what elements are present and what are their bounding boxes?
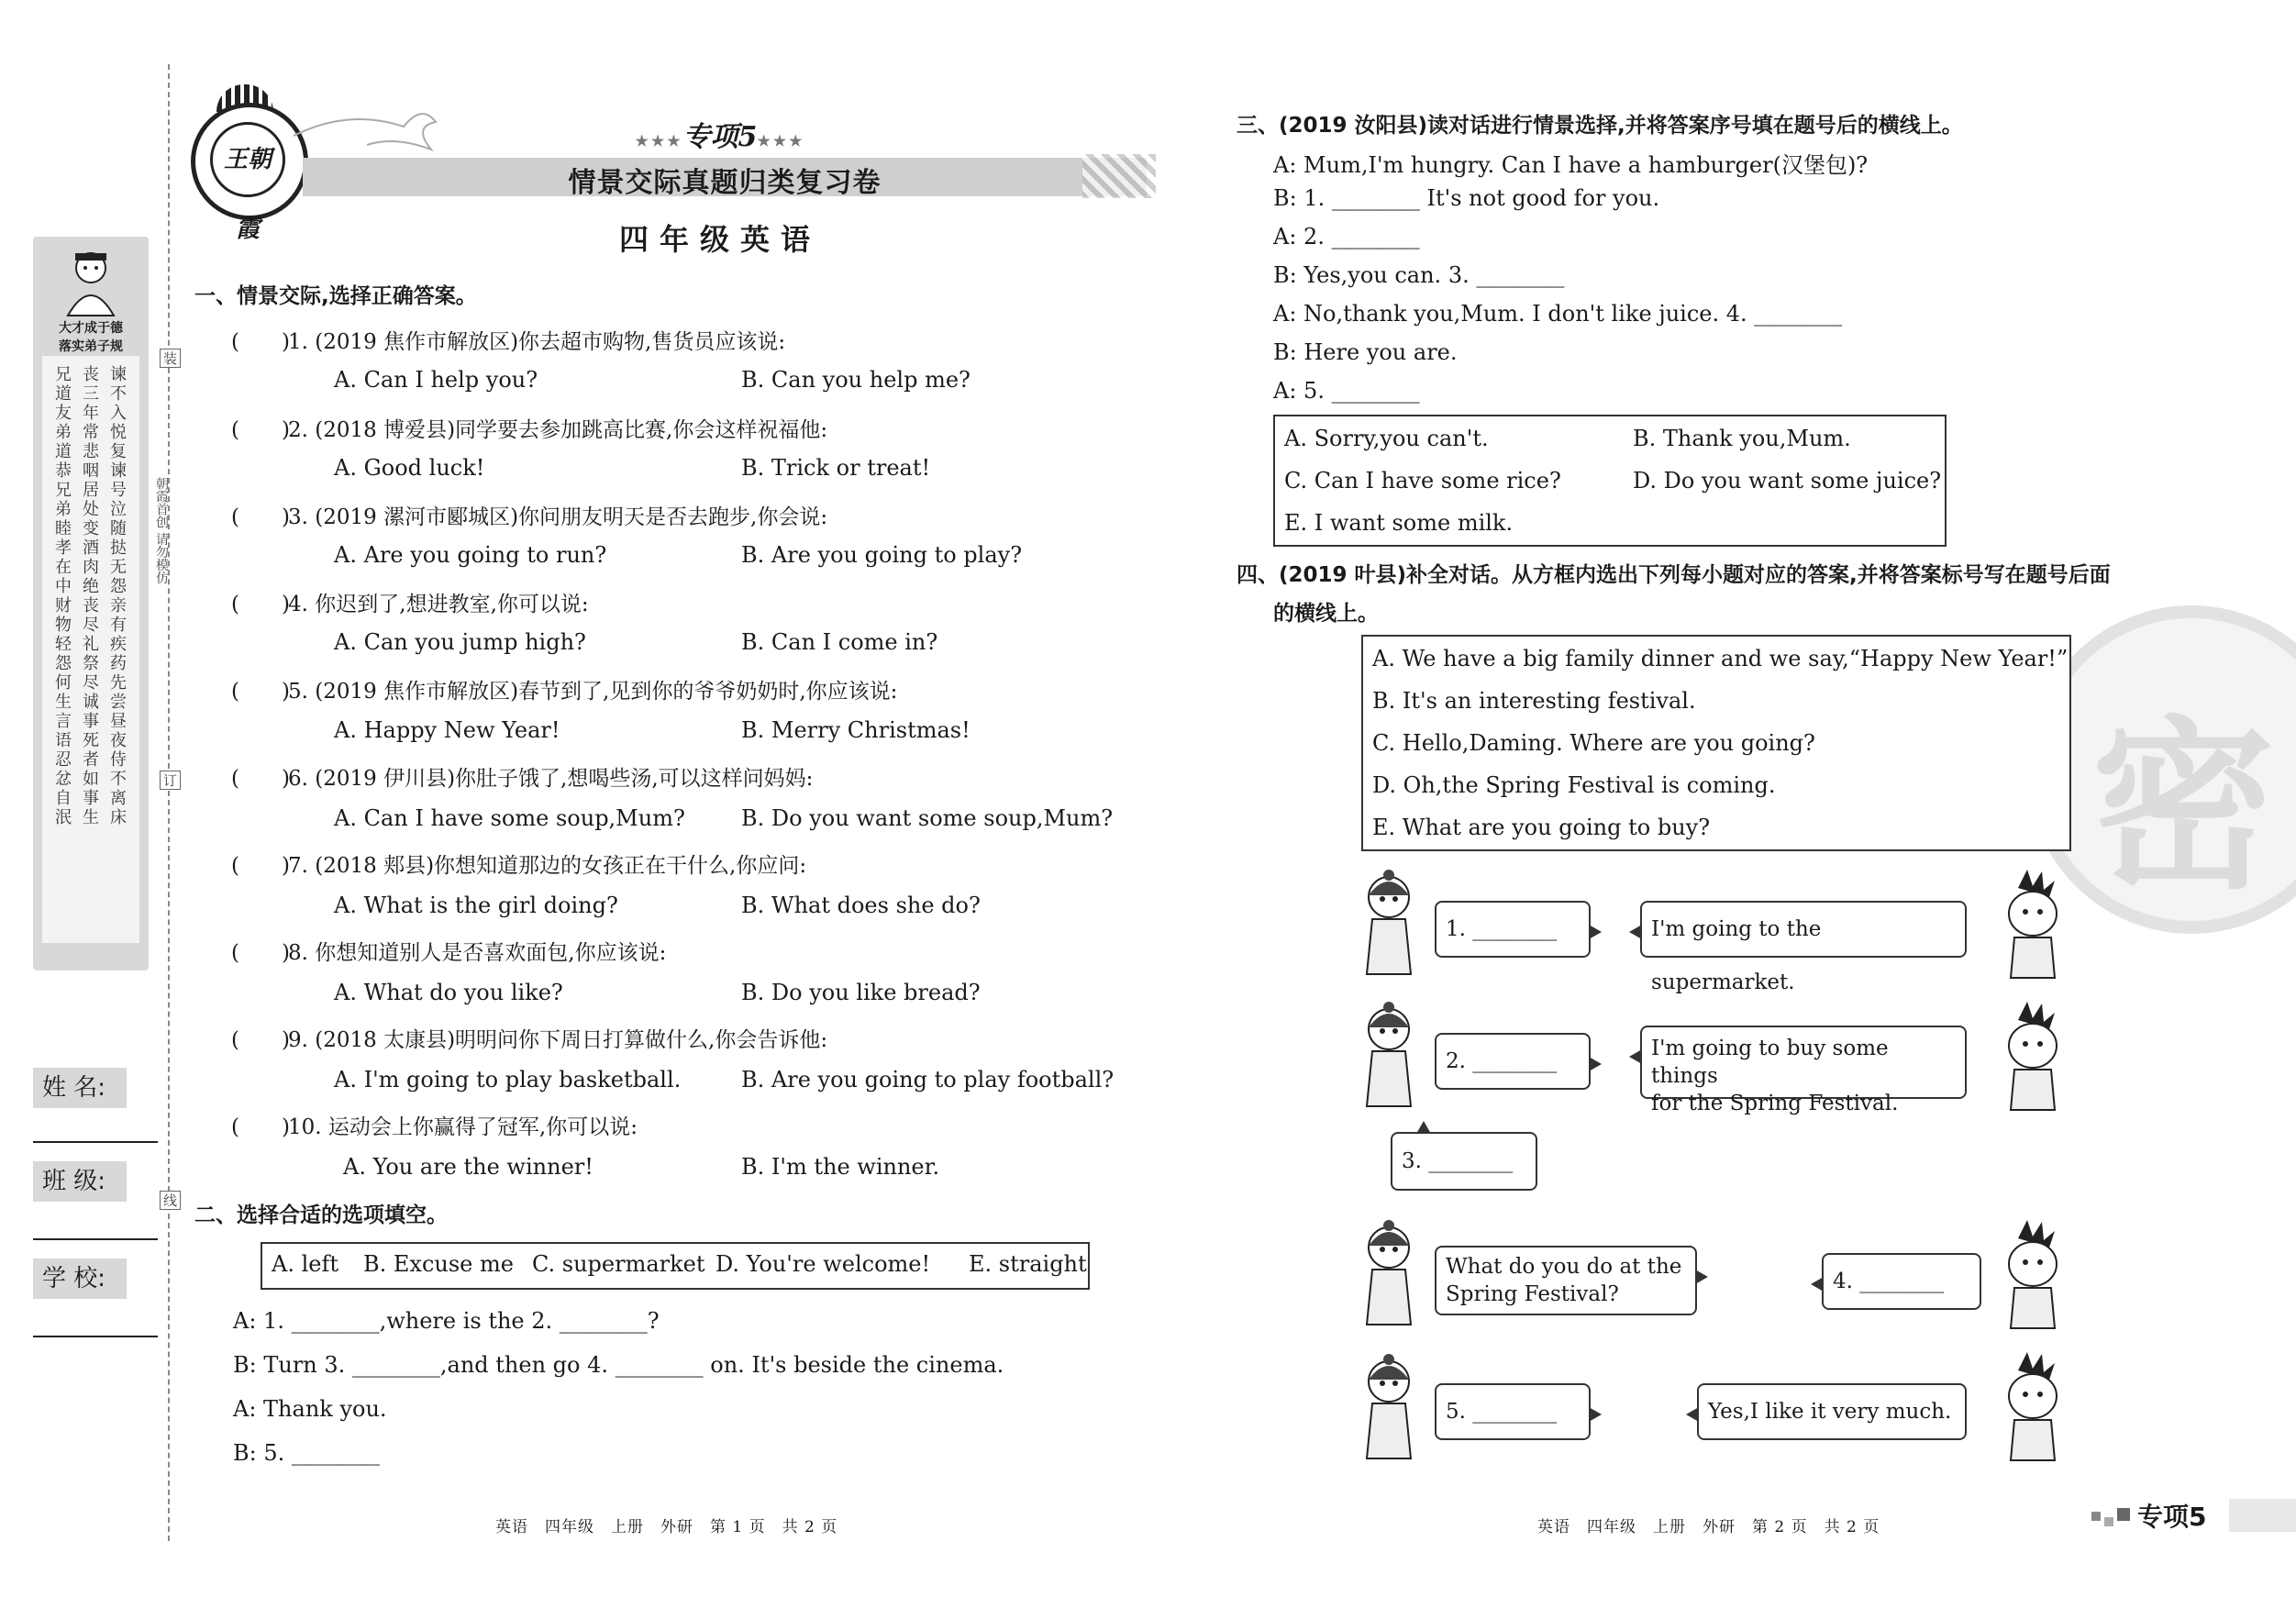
section3-options-box <box>1273 415 1947 547</box>
cut-label-ding: 订 <box>160 771 181 790</box>
bubble-2[interactable]: 2. ________ <box>1435 1033 1591 1090</box>
section2-options-box <box>261 1242 1090 1290</box>
scholar-illustration <box>59 248 123 317</box>
bubble-1-reply: I'm going to the supermarket. <box>1640 901 1967 958</box>
question-7: ( )7. (2018 郏县)你想知道那边的女孩正在干什么,你应问: <box>231 854 807 878</box>
section1-heading: 一、情景交际,选择正确答案。 <box>194 284 477 308</box>
s4-option-b: B. It's an interesting festival. <box>1372 688 1696 714</box>
name-line[interactable] <box>33 1141 158 1143</box>
question-10: ( )10. 运动会上你赢得了冠军,你可以说: <box>231 1115 638 1139</box>
question-6-option-b[interactable]: B. Do you want some soup,Mum? <box>741 805 1114 831</box>
question-3-option-a[interactable]: A. Are you going to run? <box>334 542 607 568</box>
s2-option-d: D. You're welcome! <box>715 1251 931 1277</box>
footer-left: 英语 四年级 上册 外研 第 1 页 共 2 页 <box>495 1518 838 1536</box>
class-line[interactable] <box>33 1238 158 1240</box>
secret-seal-char: 密 <box>2091 701 2275 915</box>
boy-icon <box>1991 870 2073 980</box>
question-6: ( )6. (2019 伊川县)你肚子饿了,想喝些汤,可以这样问妈妈: <box>231 767 814 791</box>
question-4-option-b[interactable]: B. Can I come in? <box>741 629 938 655</box>
question-5-option-a[interactable]: A. Happy New Year! <box>334 717 560 743</box>
bubble-4[interactable]: 4. ________ <box>1822 1253 1981 1310</box>
girl-icon <box>1352 1352 1425 1462</box>
bubble-4-question: What do you do at the Spring Festival? <box>1435 1246 1697 1315</box>
s3-line-5: A: No,thank you,Mum. I don't like juice. 4. ________ <box>1273 301 1843 327</box>
s3-option-e: E. I want some milk. <box>1284 510 1514 536</box>
cut-label-xian: 线 <box>160 1191 181 1210</box>
s3-option-a: A. Sorry,you can't. <box>1284 426 1489 451</box>
question-9: ( )9. (2018 太康县)明明问你下周日打算做什么,你会告诉他: <box>231 1028 828 1052</box>
s3-line-4: B: Yes,you can. 3. ________ <box>1273 262 1565 288</box>
s2-option-b: B. Excuse me <box>363 1251 514 1277</box>
school-label: 学 校: <box>33 1259 127 1299</box>
question-4: ( )4. 你迟到了,想进教室,你可以说: <box>231 593 589 616</box>
section2-heading: 二、选择合适的选项填空。 <box>194 1203 448 1227</box>
question-10-option-a[interactable]: A. You are the winner! <box>343 1154 593 1180</box>
question-3: ( )3. (2019 漯河市郾城区)你问朋友明天是否去跑步,你会说: <box>231 505 828 529</box>
ribbon-icon <box>294 99 440 154</box>
page-tag: 专项5 <box>2137 1502 2207 1532</box>
s3-line-6: B: Here you are. <box>1273 339 1458 365</box>
title-bar-pattern <box>1082 154 1156 198</box>
question-1-option-a[interactable]: A. Can I help you? <box>334 367 538 393</box>
cut-label-zhuang: 装 <box>160 349 181 368</box>
question-8-option-b[interactable]: B. Do you like bread? <box>741 980 981 1005</box>
s3-line-1: A: Mum,I'm hungry. Can I have a hamburger(汉堡包)? <box>1273 152 1869 178</box>
s3-line-7: A: 5. ________ <box>1273 378 1420 404</box>
verse-column-3: 谏不入悦复谏号泣随挞无怨亲有疾药先尝昼夜侍不离床 <box>110 365 127 827</box>
question-9-option-b[interactable]: B. Are you going to play football? <box>741 1067 1115 1092</box>
footer-right: 英语 四年级 上册 外研 第 2 页 共 2 页 <box>1537 1518 1880 1536</box>
s3-option-b: B. Thank you,Mum. <box>1633 426 1851 451</box>
s4-option-c: C. Hello,Daming. Where are you going? <box>1372 730 1815 756</box>
question-10-option-b[interactable]: B. I'm the winner. <box>741 1154 940 1180</box>
question-2-option-a[interactable]: A. Good luck! <box>334 455 485 481</box>
question-5: ( )5. (2019 焦作市解放区)春节到了,见到你的爷爷奶奶时,你应该说: <box>231 680 898 704</box>
question-3-option-b[interactable]: B. Are you going to play? <box>741 542 1023 568</box>
special-label: ★★★专项5★★★ <box>635 121 805 153</box>
grade-subtitle: 四年级英语 <box>618 222 821 257</box>
girl-icon <box>1352 1000 1425 1110</box>
question-7-option-a[interactable]: A. What is the girl doing? <box>334 893 618 918</box>
page-title: 情景交际真题归类复习卷 <box>568 167 882 199</box>
s2-line-4: B: 5. ________ <box>233 1440 380 1466</box>
name-label: 姓 名: <box>33 1068 127 1108</box>
section4-heading-line2: 的横线上。 <box>1273 602 1379 626</box>
bubble-5-reply: Yes,I like it very much. <box>1697 1383 1967 1440</box>
s2-line-3: A: Thank you. <box>233 1396 387 1422</box>
s2-line-2: B: Turn 3. ________,and then go 4. ________ on. It's beside the cinema. <box>233 1352 1004 1378</box>
s3-option-c: C. Can I have some rice? <box>1284 468 1561 494</box>
cut-label-copyright: 朝霞首创 请勿模仿 <box>154 477 169 584</box>
s2-option-e: E. straight <box>969 1251 1087 1277</box>
question-9-option-a[interactable]: A. I'm going to play basketball. <box>334 1067 682 1092</box>
boy-icon <box>1991 1220 2073 1330</box>
bubble-3[interactable]: 3. ________ <box>1391 1132 1537 1191</box>
girl-icon <box>1352 1218 1425 1328</box>
class-label: 班 级: <box>33 1161 127 1202</box>
section4-options-box <box>1361 635 2071 851</box>
bubble-1[interactable]: 1. ________ <box>1435 901 1591 958</box>
girl-icon <box>1352 868 1425 978</box>
question-8: ( )8. 你想知道别人是否喜欢面包,你应该说: <box>231 941 667 965</box>
s4-option-a: A. We have a big family dinner and we say,“Happy New Year!” <box>1372 646 2069 671</box>
sidebar-motto: 大才成于德 落实弟子规 <box>59 321 123 354</box>
bubble-2-reply: I'm going to buy some things for the Spring Festival. <box>1640 1026 1967 1099</box>
question-7-option-b[interactable]: B. What does she do? <box>741 893 981 918</box>
fold-line <box>168 64 170 1541</box>
s2-option-a: A. left <box>272 1251 338 1277</box>
page-tag-bg <box>2229 1499 2296 1532</box>
question-8-option-a[interactable]: A. What do you like? <box>334 980 563 1005</box>
section4-heading-line1: 四、(2019 叶县)补全对话。从方框内选出下列每小题对应的答案,并将答案标号写在题号后面 <box>1237 563 2111 587</box>
bubble-5[interactable]: 5. ________ <box>1435 1383 1591 1440</box>
s3-line-2: B: 1. ________ It's not good for you. <box>1273 185 1660 211</box>
s4-option-e: E. What are you going to buy? <box>1372 815 1711 840</box>
sidebar-motto-panel <box>33 237 149 970</box>
question-5-option-b[interactable]: B. Merry Christmas! <box>741 717 971 743</box>
boy-icon <box>1991 1002 2073 1112</box>
question-6-option-a[interactable]: A. Can I have some soup,Mum? <box>334 805 685 831</box>
s2-option-c: C. supermarket <box>532 1251 705 1277</box>
question-1-option-b[interactable]: B. Can you help me? <box>741 367 971 393</box>
question-2: ( )2. (2018 博爱县)同学要去参加跳高比赛,你会这样祝福他: <box>231 418 828 442</box>
question-1: ( )1. (2019 焦作市解放区)你去超市购物,售货员应该说: <box>231 330 786 354</box>
verse-column-1: 兄道友弟道恭兄弟睦孝在中财物轻怨何生言语忍忿自泯 <box>55 365 72 827</box>
boy-icon <box>1991 1352 2073 1462</box>
question-4-option-a[interactable]: A. Can you jump high? <box>334 629 586 655</box>
school-line[interactable] <box>33 1336 158 1337</box>
s4-option-d: D. Oh,the Spring Festival is coming. <box>1372 772 1776 798</box>
s3-line-3: A: 2. ________ <box>1273 224 1420 250</box>
s2-line-1: A: 1. ________,where is the 2. ________? <box>233 1308 660 1334</box>
section3-heading: 三、(2019 汝阳县)读对话进行情景选择,并将答案序号填在题号后的横线上。 <box>1237 114 1963 138</box>
brand-logo: 王朝霞 <box>191 103 308 220</box>
question-2-option-b[interactable]: B. Trick or treat! <box>741 455 931 481</box>
verse-column-2: 丧三年常悲咽居处变酒肉绝丧尽礼祭尽诚事死者如事生 <box>83 365 99 827</box>
s3-option-d: D. Do you want some juice? <box>1633 468 1942 494</box>
